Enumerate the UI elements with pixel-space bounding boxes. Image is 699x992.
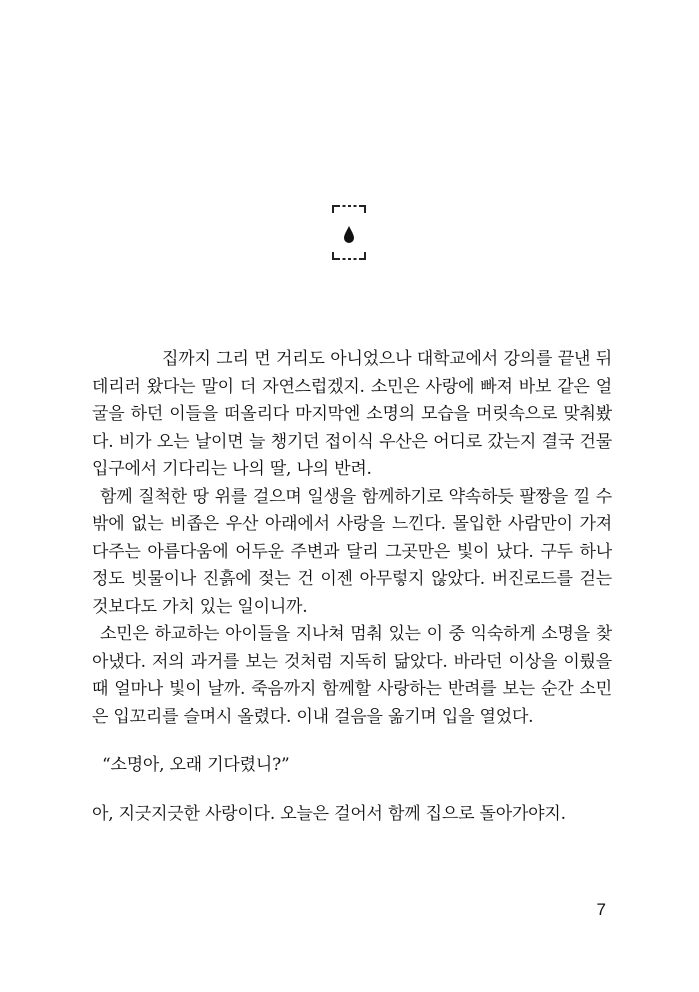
paragraph-3: 소민은 하교하는 아이들을 지나쳐 멈춰 있는 이 중 익숙하게 소명을 찾아냈다. 저의 과거를 보는 것처럼 지독히 닮았다. 바라던 이상을 이뤘을 때 얼마나 빛이 날까. 죽음까지 함께할 사랑하는 반려를 보는 순간 소민은 입꼬리를 슬며시 올렸다. 이내 걸음을 옮기며 입을 열었다. xyxy=(92,624,612,727)
story-body xyxy=(92,346,612,828)
page-number: 7 xyxy=(596,900,606,919)
paragraph-2: 함께 질척한 땅 위를 걸으며 일생을 함께하기로 약속하듯 팔짱을 낄 수밖에 없는 비좁은 우산 아래에서 사랑을 느낀다. 몰입한 사람만이 가져다주는 아름다움에 어두운 주변과 달리 그곳만은 빛이 났다. 구두 하나 정도 빗물이나 진흙에 젖는 건 이젠 아무렇지 않았다. 버진로드를 걷는 것보다도 가치 있는 일이니까. xyxy=(92,486,612,617)
raindrop-bracket-icon xyxy=(329,204,369,262)
closing-line: 아, 지긋지긋한 사랑이다. 오늘은 걸어서 함께 집으로 돌아가야지. xyxy=(92,803,566,824)
paragraph-1: 집까지 그리 먼 거리도 아니었으나 대학교에서 강의를 끝낸 뒤 데리러 왔다는 말이 더 자연스럽겠지. 소민은 사랑에 빠져 바보 같은 얼굴을 하던 이들을 떠올리다 마지막엔 소명의 모습을 머릿속으로 맞춰봤다. 비가 오는 날이면 늘 챙기던 접이식 우산은 어디로 갔는지 결국 건물 입구에서 기다리는 나의 딸, 나의 반려. xyxy=(92,349,612,479)
dialogue-line: “소명아, 오래 기다렸니?” xyxy=(102,755,290,775)
